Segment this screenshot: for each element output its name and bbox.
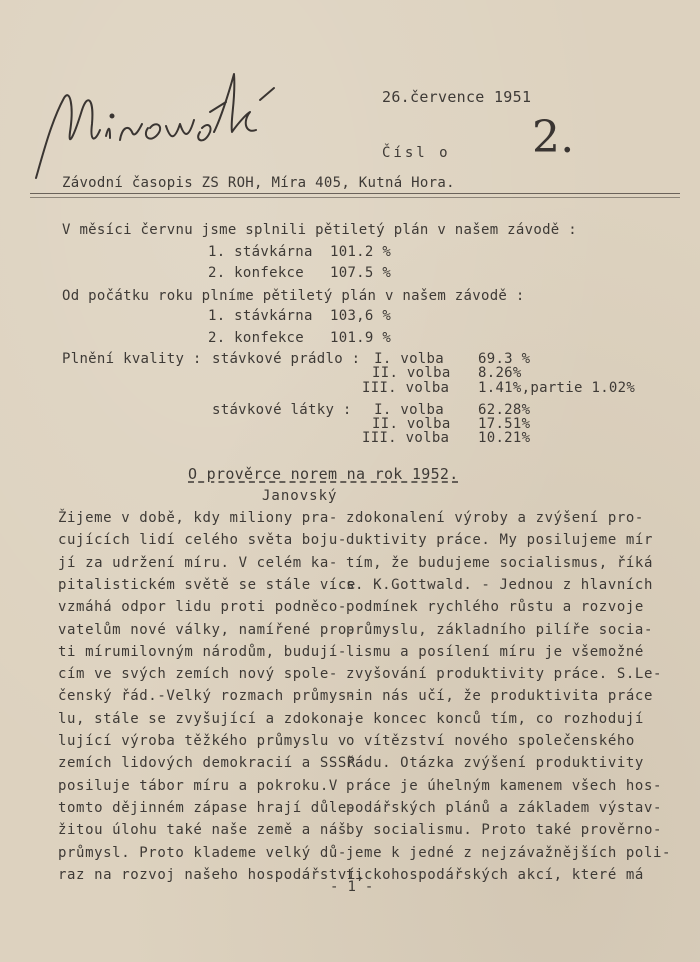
article-line: tickohospodářských akcí, které má	[346, 866, 644, 883]
journal-subtitle: Závodní časopis ZS ROH, Míra 405, Kutná Hora.	[62, 175, 455, 191]
article-line: průmysl. Proto klademe velký dů-	[58, 844, 347, 861]
quality-grade: I. volba	[374, 351, 444, 367]
quality-group-name: stávkové látky :	[212, 402, 352, 418]
article-line: tomto dějinném zápase hrají důle-	[58, 799, 356, 816]
june-item-value: 107.5 %	[330, 265, 392, 281]
quality-grade: II. volba	[372, 416, 451, 432]
article-line: vatelům nové války, namířené pro-	[58, 621, 356, 638]
quality-grade: I. volba	[374, 402, 444, 418]
june-plan-line: V měsíci červnu jsme splnili pětiletý plán v našem závodě :	[62, 222, 577, 238]
quality-grade: III. volba	[362, 430, 450, 446]
quality-value: 10.21%	[478, 430, 531, 446]
masthead-signature	[24, 40, 344, 190]
page-number: - 1 -	[330, 879, 374, 895]
article-line: pitalistickém světě se stále více	[58, 576, 356, 593]
article-line: lující výroba těžkého průmyslu v	[58, 733, 347, 749]
article-line: práce je úhelným kamenem všech hos-	[346, 777, 663, 794]
ytd-item-label: 1. stávkárna	[208, 308, 313, 324]
article-line: posiluje tábor míru a pokroku.V	[58, 777, 338, 794]
article-line: podmínek rychlého růstu a rozvoje	[346, 599, 644, 616]
ytd-item-value: 101.9 %	[330, 330, 392, 346]
article-title: O prověrce norem na rok 1952.	[188, 465, 459, 483]
header-rule-bottom	[30, 197, 680, 198]
june-item-value: 101.2 %	[330, 244, 392, 260]
article-line: vzmáhá odpor lidu proti podněco-	[58, 599, 347, 616]
article-line: duktivity práce. My posilujeme mír	[346, 532, 653, 549]
quality-value: 1.41%,partie 1.02%	[478, 380, 636, 396]
article-line: zvyšování produktivity práce. S.Le-	[346, 666, 663, 683]
article-line: zdokonalení výroby a zvýšení pro-	[346, 510, 644, 526]
article-line: průmyslu, základního pilíře socia-	[346, 621, 653, 638]
ytd-item-value: 103,6 %	[330, 308, 392, 324]
quality-group-name: stávkové prádlo :	[212, 351, 361, 367]
quality-value: 69.3 %	[478, 351, 531, 367]
article-line: zemích lidových demokracií a SSSR	[58, 755, 356, 772]
article-line: tím, že budujeme socialismus, říká	[346, 554, 653, 571]
quality-grade: III. volba	[362, 380, 450, 396]
article-line: jeme k jedné z nejzávažnějších poli-	[346, 844, 672, 861]
quality-value: 17.51%	[478, 416, 531, 432]
article-author: Janovský	[262, 488, 338, 504]
issue-date: 26.července 1951	[382, 88, 532, 106]
issue-label: Čísl o	[382, 145, 451, 161]
june-item-label: 1. stávkárna	[208, 244, 313, 260]
quality-label: Plnění kvality :	[62, 351, 202, 367]
quality-value: 62.28%	[478, 402, 531, 418]
ytd-item-label: 2. konfekce	[208, 330, 305, 346]
quality-grade: II. volba	[372, 365, 451, 381]
article-line: lu, stále se zvyšující a zdokona-	[58, 710, 356, 727]
article-line: řádu. Otázka zvýšení produktivity	[346, 755, 644, 772]
article-line: by socialismu. Proto také prověrno-	[346, 822, 663, 839]
article-line: o vítězství nového společenského	[346, 733, 635, 749]
article-line: je koncec konců tím, co rozhodují	[346, 710, 644, 727]
article-line: podářských plánů a základem výstav-	[346, 799, 663, 816]
article-line: žitou úlohu také naše země a náš	[58, 822, 347, 839]
quality-value: 8.26%	[478, 365, 522, 381]
article-line: nin nás učí, že produktivita práce	[346, 688, 653, 705]
ytd-plan-line: Od počátku roku plníme pětiletý plán v našem závodě :	[62, 288, 525, 304]
article-line: lismu a posílení míru je všemožné	[346, 643, 644, 660]
article-line: s. K.Gottwald. - Jednou z hlavních	[346, 576, 653, 593]
issue-number: 2.	[532, 112, 575, 163]
article-line: cím ve svých zemích nový spole-	[58, 666, 338, 683]
article-line: Žijeme v době, kdy miliony pra-	[58, 510, 338, 526]
article-line: jí za udržení míru. V celém ka-	[58, 554, 338, 571]
article-line: raz na rozvoj našeho hospodářství,	[58, 866, 365, 883]
header-rule-top	[30, 193, 680, 194]
june-item-label: 2. konfekce	[208, 265, 305, 281]
article-line: čenský řád.-Velký rozmach průmys-	[58, 688, 356, 705]
article-line: ti mírumilovným národům, budují-	[58, 643, 347, 660]
article-line: cujících lidí celého světa boju-	[58, 532, 347, 549]
